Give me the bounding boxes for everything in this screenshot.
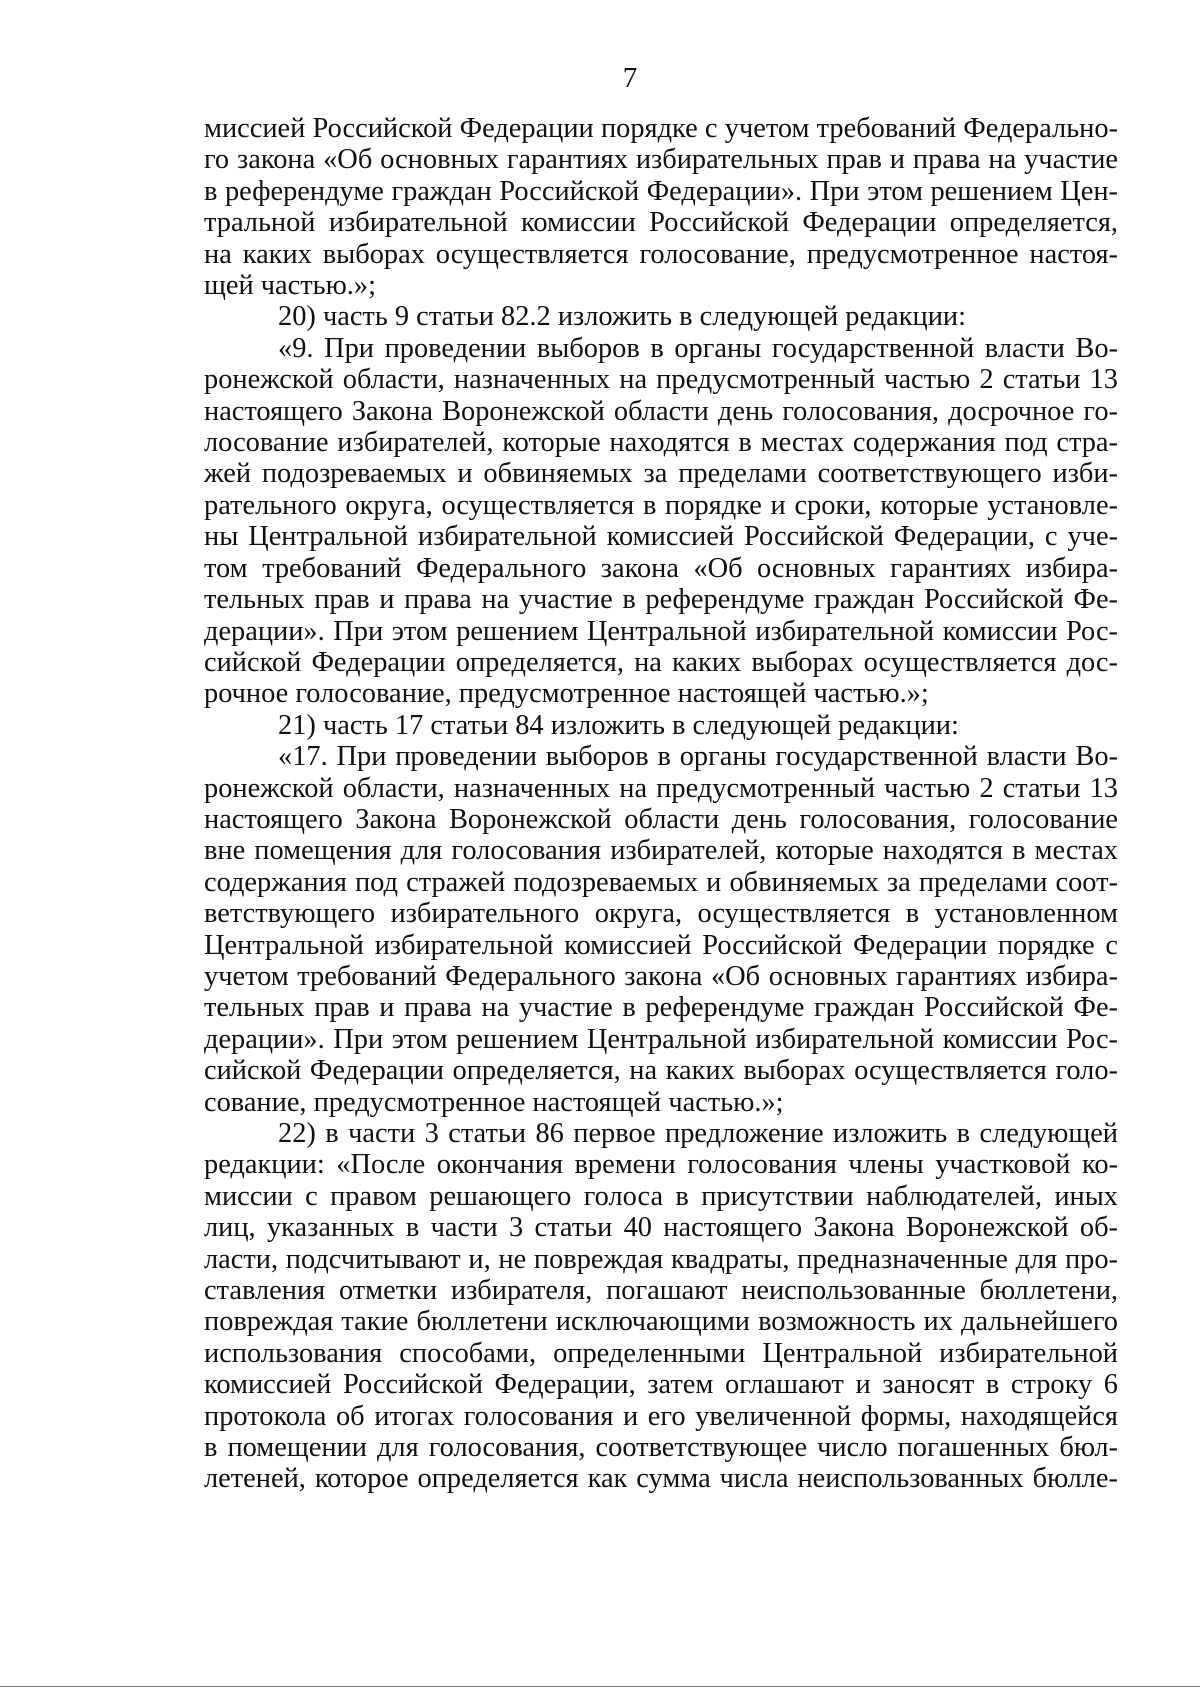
text-line: лиц, указанных в части 3 статьи 40 настоящего Закона Воронежской об- xyxy=(204,1212,1118,1244)
text-line: содержания под стражей подозреваемых и обвиняемых за пределами соот- xyxy=(204,866,1118,898)
document-body xyxy=(204,113,1118,1495)
text-line: ны Центральной избирательной комиссией Российской Федерации, с уче- xyxy=(204,521,1118,553)
text-line: дерации». При этом решением Центральной избирательной комиссии Рос- xyxy=(204,615,1118,647)
text-line: тральной избирательной комиссии Российской Федерации определяется, xyxy=(204,207,1118,239)
text-line: сийской Федерации определяется, на каких выборах осуществляется голо- xyxy=(204,1055,1118,1087)
text-line: тельных прав и права на участие в референдуме граждан Российской Фе- xyxy=(204,992,1118,1024)
text-line: редакции: «После окончания времени голосования члены участковой ко- xyxy=(204,1149,1118,1181)
text-line: Центральной избирательной комиссией Российской Федерации порядке с xyxy=(204,929,1118,961)
text-line: том требований Федерального закона «Об основных гарантиях избира- xyxy=(204,552,1118,584)
amendment-item-21-heading: 21) часть 17 статьи 84 изложить в следующей редакции: xyxy=(278,709,959,741)
text-line: миссией Российской Федерации порядке с учетом требований Федерально- xyxy=(204,113,1118,144)
text-line: тельных прав и права на участие в референдуме граждан Российской Фе- xyxy=(204,584,1118,616)
text-line: рочное голосование, предусмотренное настоящей частью.»; xyxy=(204,678,929,710)
text-line: настоящего Закона Воронежской области день голосования, досрочное го- xyxy=(204,395,1118,427)
text-line: учетом требований Федерального закона «Об основных гарантиях избира- xyxy=(204,960,1118,992)
text-line: лосование избирателей, которые находятся в местах содержания под стра- xyxy=(204,427,1118,459)
page-number: 7 xyxy=(622,62,638,94)
text-line: «17. При проведении выборов в органы государственной власти Во- xyxy=(278,741,1118,773)
text-line: летеней, которое определяется как сумма числа неиспользованных бюлле- xyxy=(204,1463,1118,1495)
text-line: ставления отметки избирателя, погашают неиспользованные бюллетени, xyxy=(204,1275,1118,1307)
text-line: щей частью.»; xyxy=(204,270,376,302)
text-line: ветствующего избирательного округа, осуществляется в установленном xyxy=(204,898,1118,930)
text-line: комиссией Российской Федерации, затем оглашают и заносят в строку 6 xyxy=(204,1369,1118,1401)
bottom-scan-edge-divider xyxy=(0,1686,1200,1687)
text-line: протокола об итогах голосования и его увеличенной формы, находящейся xyxy=(204,1400,1118,1432)
text-line: в референдуме граждан Российской Федерации». При этом решением Цен- xyxy=(204,175,1118,207)
amendment-item-20-heading: 20) часть 9 статьи 82.2 изложить в следующей редакции: xyxy=(278,301,966,333)
text-line: рательного округа, осуществляется в порядке и сроки, которые установле- xyxy=(204,489,1118,521)
text-line: ронежской области, назначенных на предусмотренный частью 2 статьи 13 xyxy=(204,772,1118,804)
text-line: «9. При проведении выборов в органы государственной власти Во- xyxy=(278,332,1118,364)
text-line: сийской Федерации определяется, на каких выборах осуществляется дос- xyxy=(204,646,1118,678)
amendment-item-22-heading: 22) в части 3 статьи 86 первое предложение изложить в следующей xyxy=(278,1118,1118,1149)
text-line: го закона «Об основных гарантиях избирательных прав и права на участие xyxy=(204,144,1118,176)
text-line: повреждая такие бюллетени исключающими возможность их дальнейшего xyxy=(204,1306,1118,1338)
text-line: в помещении для голосования, соответствующее число погашенных бюл- xyxy=(204,1432,1118,1464)
text-line: настоящего Закона Воронежской области день голосования, голосование xyxy=(204,803,1118,835)
text-line: миссии с правом решающего голоса в присутствии наблюдателей, иных xyxy=(204,1180,1118,1212)
text-line: на каких выборах осуществляется голосование, предусмотренное настоя- xyxy=(204,238,1118,270)
text-line: жей подозреваемых и обвиняемых за пределами соответствующего изби- xyxy=(204,458,1118,490)
text-line: вне помещения для голосования избирателей, которые находятся в местах xyxy=(204,835,1118,867)
text-line: сование, предусмотренное настоящей частью.»; xyxy=(204,1086,784,1118)
text-line: дерации». При этом решением Центральной избирательной комиссии Рос- xyxy=(204,1023,1118,1055)
text-line: использования способами, определенными Центральной избирательной xyxy=(204,1337,1118,1369)
text-line: ронежской области, назначенных на предусмотренный частью 2 статьи 13 xyxy=(204,364,1118,396)
text-line: ласти, подсчитывают и, не повреждая квадраты, предназначенные для про- xyxy=(204,1243,1118,1275)
